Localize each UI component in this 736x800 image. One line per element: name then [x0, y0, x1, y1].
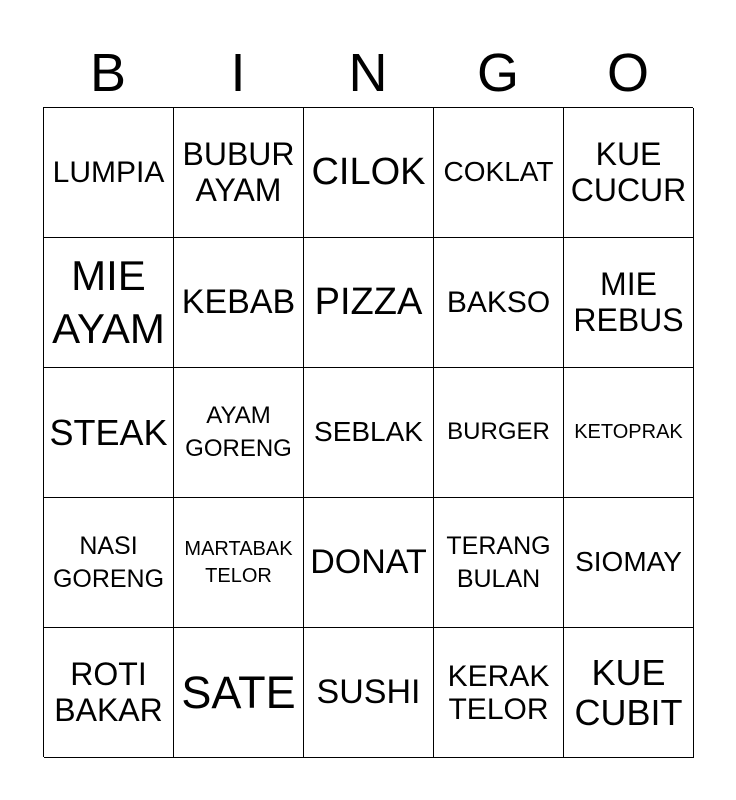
bingo-header	[43, 38, 693, 108]
bingo-cell-r3-c4[interactable]: BURGER	[434, 368, 564, 498]
header-letter-n: N	[348, 43, 388, 103]
bingo-cell-r5-c5[interactable]: KUE CUBIT	[564, 628, 694, 758]
bingo-cell-r3-c2[interactable]: AYAM GORENG	[174, 368, 304, 498]
bingo-cell-r5-c4[interactable]: KERAK TELOR	[434, 628, 564, 758]
bingo-cell-r2-c3[interactable]: PIZZA	[304, 238, 434, 368]
bingo-cell-r3-c3[interactable]: SEBLAK	[304, 368, 434, 498]
bingo-board	[43, 107, 693, 757]
bingo-cell-r2-c5[interactable]: MIE REBUS	[564, 238, 694, 368]
bingo-cell-r1-c1[interactable]: LUMPIA	[44, 108, 174, 238]
bingo-cell-r5-c3[interactable]: SUSHI	[304, 628, 434, 758]
bingo-cell-r1-c3[interactable]: CILOK	[304, 108, 434, 238]
header-letter-b: B	[89, 43, 127, 103]
bingo-cell-r4-c5[interactable]: SIOMAY	[564, 498, 694, 628]
bingo-cell-r3-c5[interactable]: KETOPRAK	[564, 368, 694, 498]
bingo-cell-r5-c1[interactable]: ROTI BAKAR	[44, 628, 174, 758]
bingo-cell-r1-c5[interactable]: KUE CUCUR	[564, 108, 694, 238]
bingo-cell-r4-c3[interactable]: DONAT	[304, 498, 434, 628]
bingo-cell-r3-c1[interactable]: STEAK	[44, 368, 174, 498]
bingo-cell-r5-c2[interactable]: SATE	[174, 628, 304, 758]
bingo-cell-r2-c2[interactable]: KEBAB	[174, 238, 304, 368]
bingo-cell-r4-c2[interactable]: MARTABAK TELOR	[174, 498, 304, 628]
header-letter-g: G	[476, 43, 519, 103]
bingo-cell-r4-c1[interactable]: NASI GORENG	[44, 498, 174, 628]
bingo-cell-r1-c2[interactable]: BUBUR AYAM	[174, 108, 304, 238]
bingo-cell-r2-c4[interactable]: BAKSO	[434, 238, 564, 368]
bingo-cell-r4-c4[interactable]: TERANG BULAN	[434, 498, 564, 628]
bingo-cell-r2-c1[interactable]: MIE AYAM	[44, 238, 174, 368]
bingo-cell-r1-c4[interactable]: COKLAT	[434, 108, 564, 238]
header-letter-i: I	[230, 43, 246, 103]
header-letter-o: O	[606, 43, 649, 103]
